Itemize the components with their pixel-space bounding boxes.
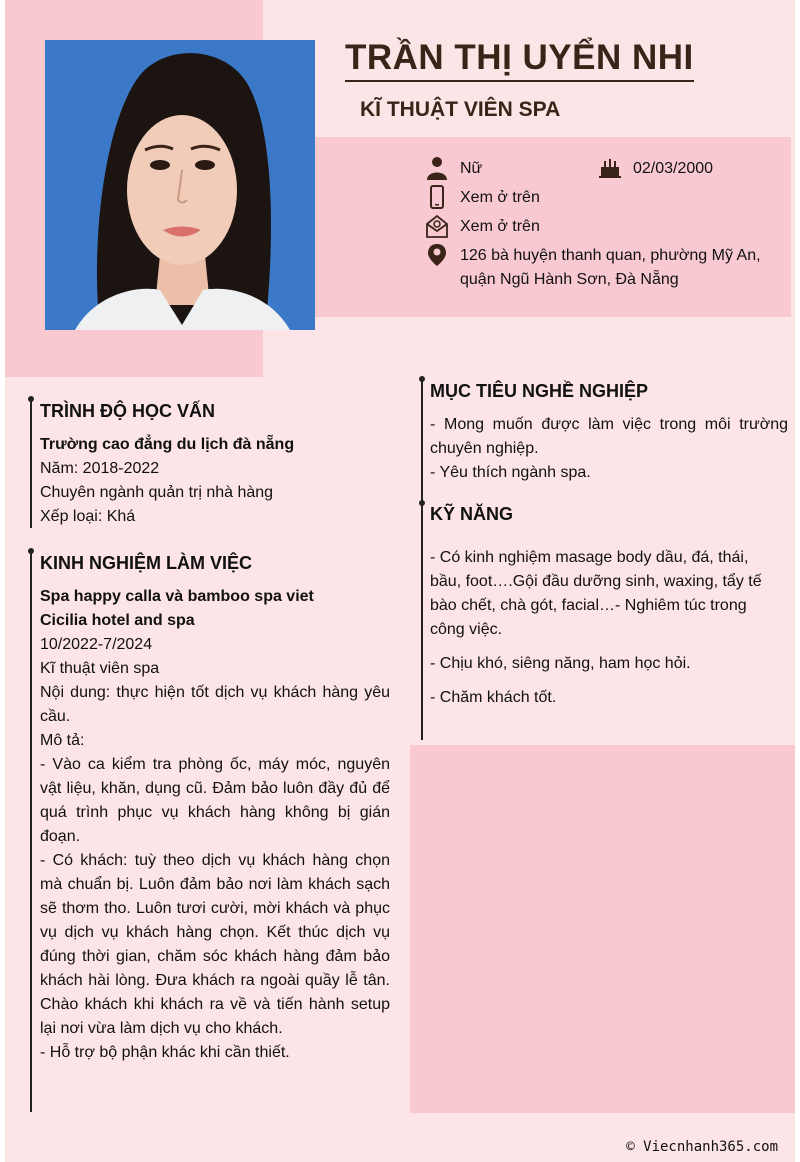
right-timeline-line	[421, 380, 423, 740]
company-name-2: Cicilia hotel and spa	[40, 612, 195, 629]
birthdate-value: 02/03/2000	[633, 160, 714, 177]
objective-details	[430, 413, 788, 485]
experience-content: Nội dung: thực hiện tốt dịch vụ khách hàng yêu cầu.	[40, 684, 390, 725]
objective-line-2: - Yêu thích ngành spa.	[430, 464, 591, 481]
objective-timeline-dot	[419, 376, 425, 382]
experience-desc-3: - Hỗ trợ bộ phận khác khi cần thiết.	[40, 1044, 290, 1061]
experience-details	[40, 585, 390, 1065]
objective-line-1: - Mong muốn được làm việc trong môi trường chuyên nghiệp.	[430, 416, 788, 457]
watermark: © Viecnhanh365.com	[626, 1139, 778, 1155]
education-grade: Xếp loại: Khá	[40, 508, 136, 525]
education-timeline-dot	[28, 396, 34, 402]
phone-value: Xem ở trên	[460, 189, 540, 206]
candidate-name: TRẦN THỊ UYỂN NHI	[345, 38, 694, 82]
address-value: 126 bà huyện thanh quan, phường Mỹ An, quận Ngũ Hành Sơn, Đà Nẵng	[460, 247, 761, 288]
experience-period: 10/2022-7/2024	[40, 636, 153, 653]
education-major: Chuyên ngành quản trị nhà hàng	[40, 484, 274, 501]
company-name: Spa happy calla và bamboo spa viet	[40, 588, 314, 605]
objective-heading: MỤC TIÊU NGHỀ NGHIỆP	[430, 381, 649, 401]
education-years: Năm: 2018-2022	[40, 460, 160, 477]
skills-heading: KỸ NĂNG	[430, 504, 514, 524]
experience-timeline-line	[30, 552, 32, 1112]
education-details	[40, 433, 390, 529]
decorative-bottom-block	[410, 745, 795, 1113]
experience-timeline-dot	[28, 548, 34, 554]
skills-line-3: - Chăm khách tốt.	[430, 689, 557, 706]
skills-details	[430, 546, 775, 710]
experience-desc-1: - Vào ca kiểm tra phòng ốc, máy móc, nguyên vật liệu, khăn, dụng cũ. Đảm bảo luôn đầy đủ để quá trình phục vụ khách hàng không bị gián đoạn.	[40, 756, 390, 845]
profile-photo	[45, 40, 315, 330]
person-icon	[425, 156, 449, 180]
cake-icon	[598, 155, 622, 179]
school-name: Trường cao đẳng du lịch đà nẵng	[40, 436, 295, 453]
experience-heading: KINH NGHIỆM LÀM VIỆC	[40, 553, 253, 573]
skills-timeline-dot	[419, 500, 425, 506]
phone-icon	[425, 185, 449, 209]
gender-value: Nữ	[460, 160, 483, 177]
skills-line-2: - Chịu khó, siêng năng, ham học hỏi.	[430, 655, 691, 672]
education-heading: TRÌNH ĐỘ HỌC VẤN	[40, 401, 215, 421]
skills-line-1: - Có kinh nghiệm masage body dầu, đá, thái, bầu, foot….Gội đầu dưỡng sinh, waxing, tẩy tế bào chết, chà gót, facial…- Nghiêm túc trong công việc.	[430, 549, 762, 638]
education-timeline-line	[30, 400, 32, 528]
location-pin-icon	[425, 243, 449, 267]
experience-desc-2: - Có khách: tuỳ theo dịch vụ khách hàng chọn mà chuẩn bị. Luôn đảm bảo nơi làm khách sạch sẽ thơm tho. Luôn tươi cười, mời khách và phục vụ dịch vụ khách hàng chọn. Kết thúc dịch vụ đúng thời gian, chăm sóc khách hàng đảm bảo khách hài lòng. Đưa khách ra ngoài quầy lễ tân. Chào khách khi khách ra về và tiến hành setup lại nơi vừa làm dịch vụ cho khách.	[40, 852, 390, 1037]
experience-role: Kĩ thuật viên spa	[40, 660, 160, 677]
experience-desc-label: Mô tả:	[40, 732, 85, 749]
email-value: Xem ở trên	[460, 218, 540, 235]
job-title: KĨ THUẬT VIÊN SPA	[360, 98, 561, 121]
email-icon	[425, 214, 449, 238]
